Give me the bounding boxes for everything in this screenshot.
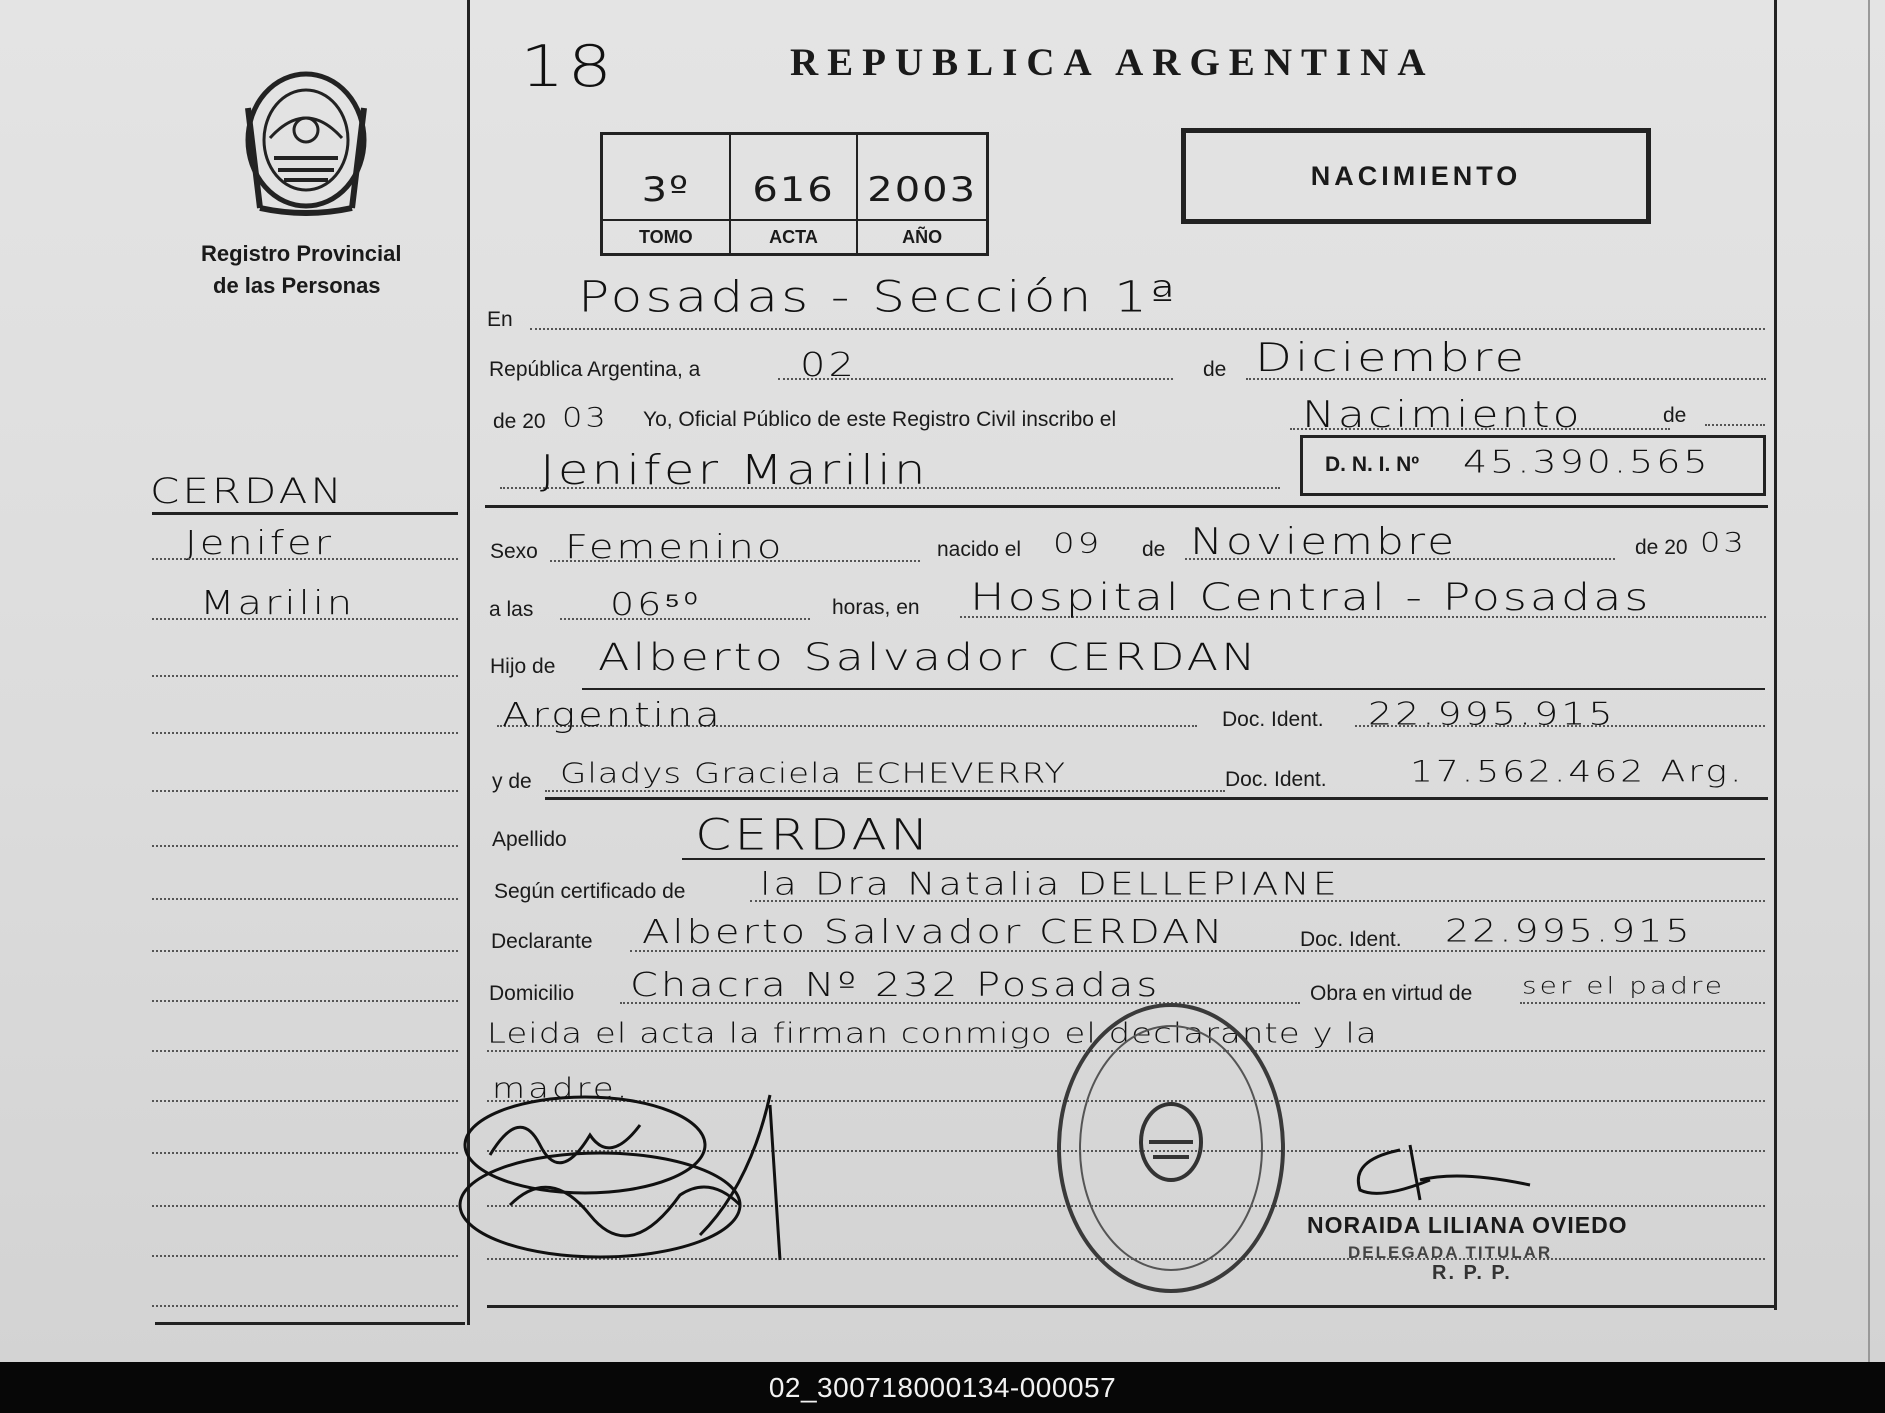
country-title: REPUBLICA ARGENTINA <box>790 41 1435 84</box>
hijo-label: Hijo de <box>490 655 556 678</box>
block-divider-1 <box>485 505 1768 508</box>
declarante-value: Alberto Salvador CERDAN <box>642 913 1226 951</box>
birth-place: Hospital Central - Posadas <box>970 574 1652 619</box>
domicilio-value: Chacra Nº 232 Posadas <box>630 966 1161 1004</box>
birth-year-prefix: de 20 <box>1635 536 1688 559</box>
tomo-cell <box>603 135 731 253</box>
domicilio-label: Domicilio <box>489 982 575 1005</box>
doc-ident-label-2: Doc. Ident. <box>1225 768 1327 791</box>
margin-surname-rule <box>152 512 458 515</box>
officer-name: NORAIDA LILIANA OVIEDO <box>1307 1212 1628 1238</box>
place-rule <box>530 328 1765 330</box>
provincial-seal-icon <box>240 68 372 216</box>
child-name: Jenifer Marilin <box>540 446 929 494</box>
ano-value: 2003 <box>867 170 978 210</box>
registry-name-line2: de las Personas <box>213 273 381 298</box>
place-value: Posadas - Sección 1ª <box>578 272 1178 322</box>
acta-label: ACTA <box>731 219 857 253</box>
mother-name-rule <box>545 790 1225 792</box>
father-name: Alberto Salvador CERDAN <box>598 634 1259 679</box>
day-value: 02 <box>800 346 857 384</box>
officer-signature-icon <box>1340 1140 1540 1210</box>
a-las-label: a las <box>489 598 534 621</box>
officer-office: R. P. P. <box>1432 1262 1512 1284</box>
event-value: Nacimiento <box>1302 394 1583 436</box>
dni-value: 45.390.565 <box>1463 443 1711 480</box>
de-label-1: de <box>1203 358 1227 381</box>
official-stamp <box>1057 1003 1285 1293</box>
dni-label: D. N. I. Nº <box>1325 453 1420 476</box>
acta-value: 616 <box>752 170 835 210</box>
right-border <box>1774 0 1777 1310</box>
apellido-label: Apellido <box>492 828 567 851</box>
margin-surname: CERDAN <box>150 470 345 511</box>
officer-title: DELEGADA TITULAR <box>1348 1243 1553 1262</box>
obra-rule <box>1520 1002 1765 1004</box>
en-label: En <box>487 308 513 331</box>
de-label-2: de <box>1663 404 1687 427</box>
acta-cell <box>731 135 859 253</box>
record-id-box <box>600 132 989 256</box>
certificado-label: Según certificado de <box>494 880 686 903</box>
image-id-footer: 02_300718000134-000057 <box>0 1362 1885 1413</box>
declarante-label: Declarante <box>491 930 593 953</box>
republica-label: República Argentina, a <box>489 358 701 381</box>
dni-box <box>1300 435 1766 496</box>
block-divider-2 <box>545 797 1768 800</box>
declarant-signature-icon <box>450 1085 850 1270</box>
nacido-label: nacido el <box>937 538 1022 561</box>
doc-ident-label-1: Doc. Ident. <box>1222 708 1324 731</box>
ano-label: AÑO <box>858 219 986 253</box>
birth-year-suffix: 03 <box>1700 526 1747 558</box>
folio-mark: 18 <box>520 32 616 100</box>
declarante-doc: 22.995.915 <box>1445 912 1693 949</box>
y-de-label: y de <box>492 770 532 793</box>
tomo-label: TOMO <box>603 219 729 253</box>
stamp-emblem-icon <box>1131 1097 1211 1187</box>
mother-name: Gladys Graciela ECHEVERRY <box>560 757 1067 790</box>
horas-label: horas, en <box>832 596 920 619</box>
doc-ident-label-3: Doc. Ident. <box>1300 928 1402 951</box>
sexo-value: Femenino <box>565 528 785 566</box>
de-rule-2 <box>1705 424 1765 426</box>
margin-given-name-2: Marilin <box>200 584 356 622</box>
margin-given-name-1: Jenifer <box>185 524 335 562</box>
closing-line-2: madre. <box>492 1072 631 1105</box>
certificado-value: la Dra Natalia DELLEPIANE <box>760 865 1340 902</box>
father-doc: 22.995.915 <box>1368 695 1616 732</box>
obra-label: Obra en virtud de <box>1310 982 1473 1005</box>
body-bottom-rule <box>487 1305 1775 1308</box>
tomo-value: 3º <box>641 170 690 210</box>
father-nationality: Argentina <box>502 696 723 734</box>
apellido-value: CERDAN <box>695 810 932 860</box>
sexo-label: Sexo <box>490 540 538 563</box>
mother-doc: 17.562.462 Arg. <box>1410 755 1745 789</box>
father-name-rule <box>582 688 1765 690</box>
official-text: Yo, Oficial Público de este Registro Civil inscribo el <box>643 408 1117 431</box>
birth-time: 06⁵⁰ <box>610 586 702 623</box>
de-label-3: de <box>1142 538 1166 561</box>
closing-line: Leida el acta la firman conmigo el declarante y la <box>487 1017 1378 1050</box>
ano-cell <box>858 135 986 253</box>
registry-name-line1: Registro Provincial <box>201 241 402 266</box>
year-prefix: de 20 <box>493 410 546 433</box>
page-edge <box>1868 0 1870 1362</box>
obra-value: ser el padre <box>1522 971 1725 999</box>
birth-month: Noviembre <box>1190 521 1458 563</box>
year-suffix: 03 <box>562 401 609 433</box>
document-type-box: NACIMIENTO <box>1181 128 1651 224</box>
margin-bottom-rule <box>155 1322 465 1325</box>
birth-day: 09 <box>1053 527 1103 560</box>
month-value: Diciembre <box>1255 335 1527 381</box>
